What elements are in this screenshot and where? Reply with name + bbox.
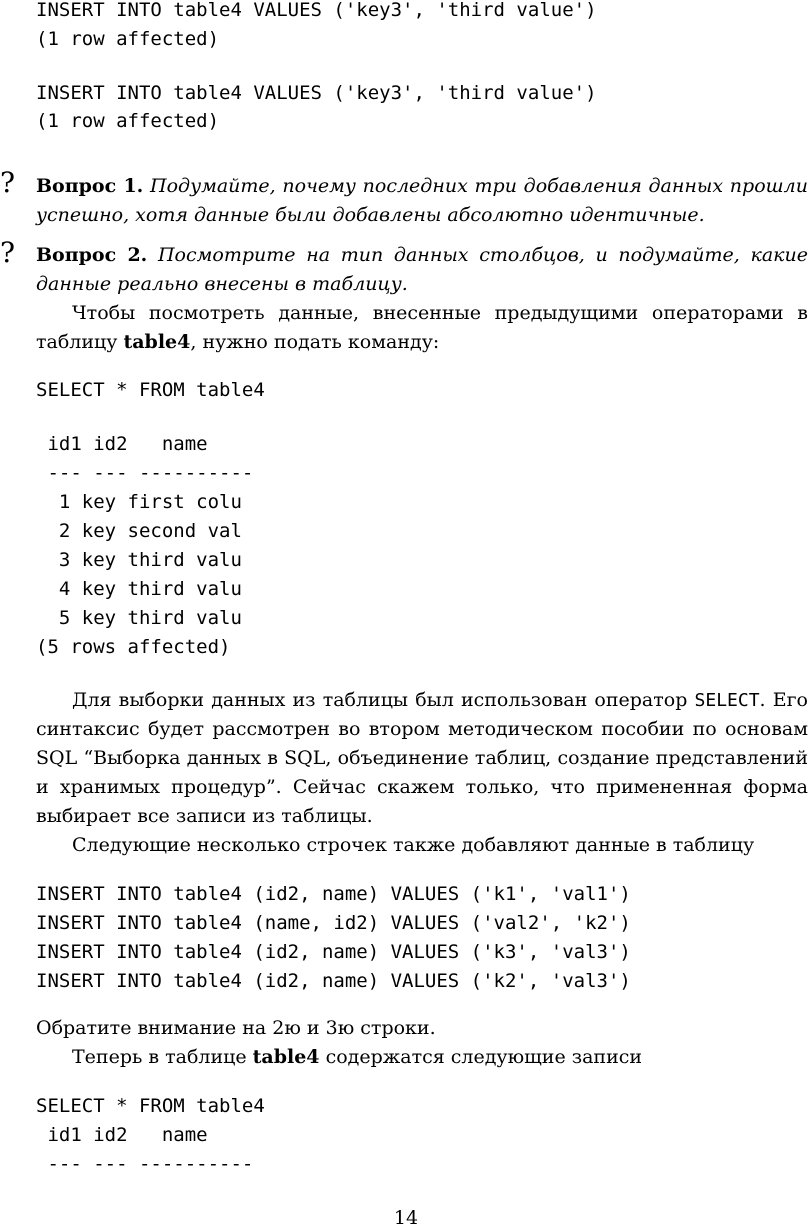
- select-query: SELECT * FROM table4: [36, 1095, 265, 1117]
- code-insert-line: INSERT INTO table4 (id2, name) VALUES ('k3', 'val3'): [36, 941, 631, 963]
- code-insert-line: INSERT INTO table4 VALUES ('key3', 'third value'): [36, 0, 597, 21]
- table-name: table4: [252, 1046, 320, 1068]
- paragraph-now: [36, 1043, 808, 1072]
- code-insert-line: INSERT INTO table4 (id2, name) VALUES ('k2', 'val3'): [36, 970, 631, 992]
- question-1-text: Подумайте, почему последних три добавления данных прошли успешно, хотя данные были добавлены абсолютно идентичные.: [36, 175, 808, 226]
- result-header: id1 id2 name: [36, 433, 208, 455]
- paragraph-text: содержатся следующие записи: [319, 1046, 643, 1068]
- code-insert-line: INSERT INTO table4 (name, id2) VALUES ('val2', 'k2'): [36, 912, 631, 934]
- result-row: 1 key first colu: [36, 491, 242, 513]
- code-result-line: (1 row affected): [36, 110, 220, 132]
- paragraph-next: Следующие несколько строчек также добавляют данные в таблицу: [72, 834, 755, 856]
- code-result-line: (1 row affected): [36, 28, 220, 50]
- inline-code: SELECT: [694, 690, 760, 711]
- page-number: 14: [393, 1207, 419, 1229]
- result-row: 3 key third valu: [36, 549, 242, 571]
- result-row: 4 key third valu: [36, 578, 242, 600]
- result-separator: --- --- ----------: [36, 1153, 254, 1175]
- table-name: table4: [123, 331, 191, 353]
- code-insert-line: INSERT INTO table4 VALUES ('key3', 'third value'): [36, 82, 597, 104]
- question-2-label: Вопрос 2.: [36, 244, 148, 266]
- result-row: 2 key second val: [36, 520, 242, 542]
- select-query: SELECT * FROM table4: [36, 379, 265, 401]
- result-row: 5 key third valu: [36, 607, 242, 629]
- paragraph-text: , нужно подать команду:: [190, 331, 440, 353]
- result-header: id1 id2 name: [36, 1124, 208, 1146]
- paragraph-select: [36, 686, 808, 831]
- question-mark-icon: ?: [0, 166, 16, 199]
- result-footer: (5 rows affected): [36, 636, 231, 658]
- question-2: [36, 241, 808, 299]
- question-2-text: Посмотрите на тип данных столбцов, и подумайте, какие данные реально внесены в таблицу.: [36, 244, 808, 295]
- paragraph-view-data: [36, 299, 808, 357]
- paragraph-text: Теперь в таблице: [72, 1046, 253, 1068]
- result-separator: --- --- ----------: [36, 462, 254, 484]
- question-1-label: Вопрос 1.: [36, 175, 144, 197]
- code-insert-line: INSERT INTO table4 (id2, name) VALUES ('k1', 'val1'): [36, 883, 631, 905]
- question-1: [36, 172, 808, 230]
- paragraph-text: Для выборки данных из таблицы был использован оператор: [72, 689, 695, 711]
- paragraph-text: Чтобы посмотреть данные, внесенные предыдущими операторами в таблицу: [36, 302, 808, 353]
- paragraph-text: . Его синтаксис будет рассмотрен во втором методическом пособии по основам SQL “Выборка данных в SQL, объединение таблиц, создание представлений и хранимых процедур”. Сейчас скажем только, что примененная форма выбирает все записи из таблицы.: [36, 689, 808, 827]
- question-mark-icon: ?: [0, 236, 16, 269]
- paragraph-attention: Обратите внимание на 2ю и 3ю строки.: [36, 1017, 436, 1039]
